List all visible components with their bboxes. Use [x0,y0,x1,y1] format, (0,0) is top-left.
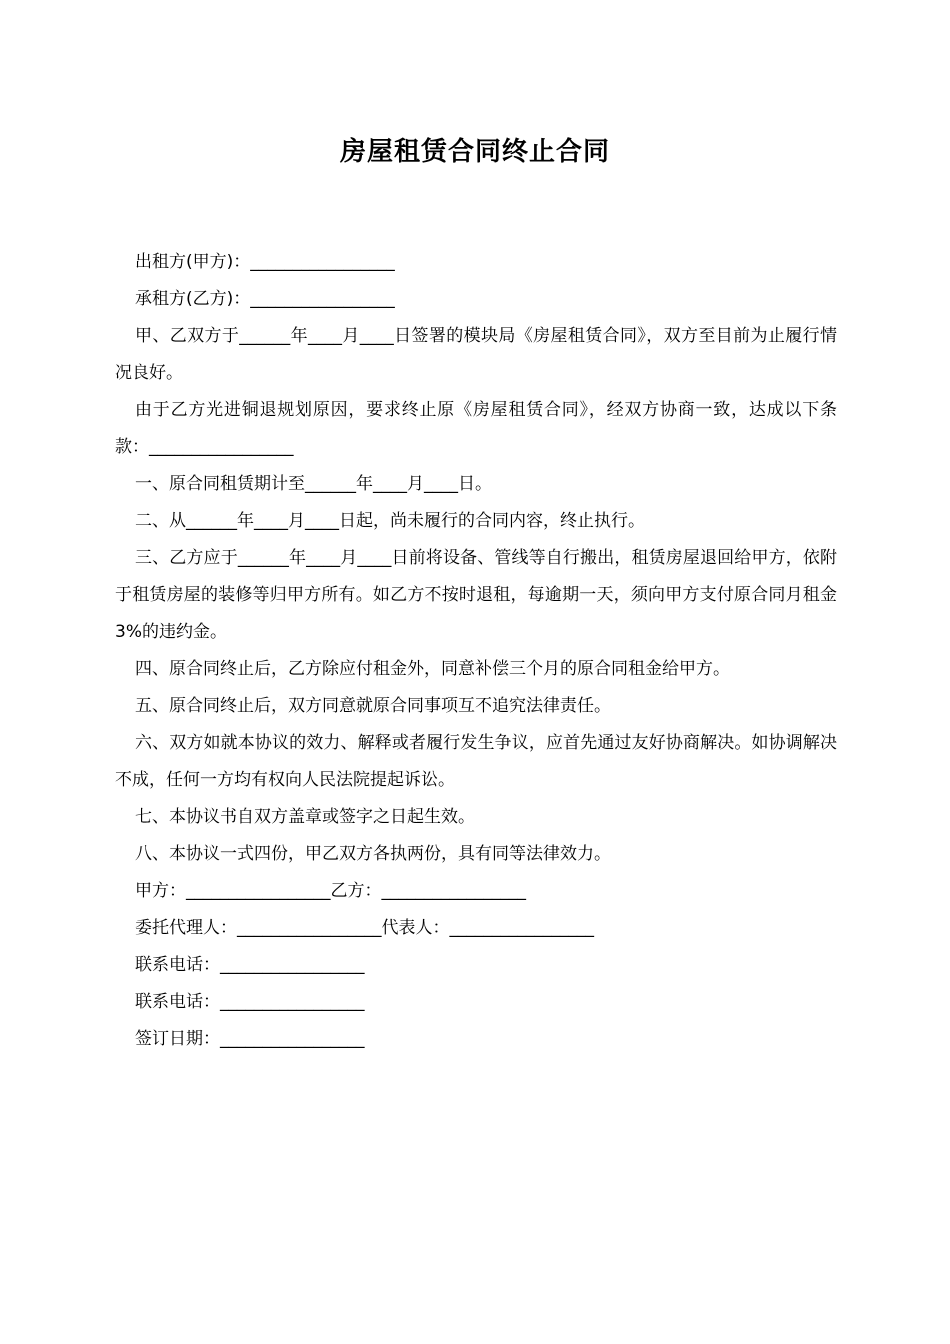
signature-parties-line: 甲方：_________________乙方：_________________ [135,881,526,901]
document-body [115,244,843,1058]
clause-6: 六、双方如就本协议的效力、解释或者履行发生争议，应首先通过友好协商解决。如协调解决不成，任何一方均有权向人民法院提起诉讼。 [115,733,837,790]
reason-paragraph: 由于乙方光进铜退规划原因，要求终止原《房屋租赁合同》，经双方协商一致，达成以下条款：_________________ [115,400,837,457]
document-title: 房屋租赁合同终止合同 [339,137,610,167]
clause-4: 四、原合同终止后，乙方除应付租金外，同意补偿三个月的原合同租金给甲方。 [135,659,730,679]
clause-5: 五、原合同终止后，双方同意就原合同事项互不追究法律责任。 [135,696,611,716]
intro-paragraph: 甲、乙双方于______年____月____日签署的模块局《房屋租赁合同》，双方至目前为止履行情况良好。 [115,326,837,383]
clause-2: 二、从______年____月____日起，尚未履行的合同内容，终止执行。 [135,511,645,531]
clause-8: 八、本协议一式四份，甲乙双方各执两份，具有同等法律效力。 [135,844,611,864]
agent-representative-line: 委托代理人：_________________代表人：_________________ [135,918,594,938]
lessee-line: 承租方(乙方)：_________________ [135,289,395,309]
signing-date-line: 签订日期：_________________ [135,1029,365,1049]
clause-1: 一、原合同租赁期计至______年____月____日。 [135,474,492,494]
phone-line-1: 联系电话：_________________ [135,955,365,975]
clause-3: 三、乙方应于______年____月____日前将设备、管线等自行搬出，租赁房屋退回给甲方，依附于租赁房屋的装修等归甲方所有。如乙方不按时退租，每逾期一天，须向甲方支付原合同月租金 3%的违约金。 [115,548,843,642]
lessor-line: 出租方(甲方)：_________________ [135,252,395,272]
phone-line-2: 联系电话：_________________ [135,992,365,1012]
clause-7: 七、本协议书自双方盖章或签字之日起生效。 [135,807,475,827]
